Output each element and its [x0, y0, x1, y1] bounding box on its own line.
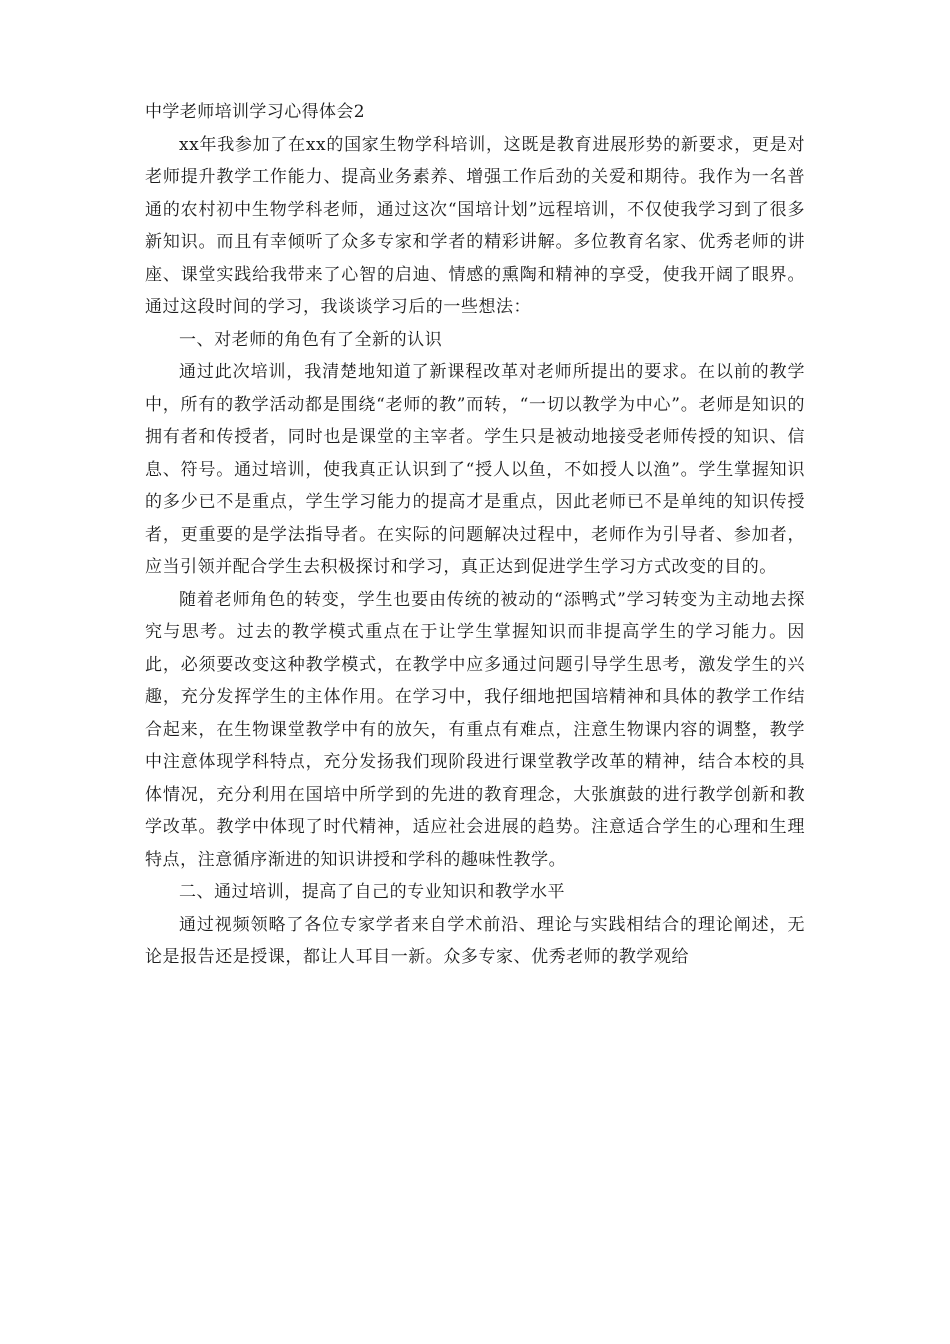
paragraph-intro: xx年我参加了在xx的国家生物学科培训，这既是教育进展形势的新要求，更是对老师提升教学工作能力、提高业务素养、增强工作后劲的关爱和期待。我作为一名普通的农村初中生物学科老师，通过这次“国培计划”远程培训，不仅使我学习到了很多新知识。而且有幸倾听了众多专家和学者的精彩讲解。多位教育名家、优秀老师的讲座、课堂实践给我带来了心智的启迪、情感的熏陶和精神的享受，使我开阔了眼界。通过这段时间的学习，我谈谈学习后的一些想法： [145, 134, 805, 317]
section-heading-1: 一、对老师的角色有了全新的认识 [179, 329, 443, 350]
paragraph-student-role: 随着老师角色的转变，学生也要由传统的被动的“添鸭式”学习转变为主动地去探究与思考。过去的教学模式重点在于让学生掌握知识而非提高学生的学习能力。因此，必须要改变这种教学模式，在教学中应多通过问题引导学生思考，激发学生的兴趣，充分发挥学生的主体作用。在学习中，我仔细地把国培精神和具体的教学工作结合起来，在生物课堂教学中有的放矢，有重点有难点，注意生物课内容的调整，教学中注意体现学科特点，充分发扬我们现阶段进行课堂教学改革的精神，结合本校的具体情况，充分利用在国培中所学到的先进的教育理念，大张旗鼓的进行教学创新和教学改革。教学中体现了时代精神，适应社会进展的趋势。注意适合学生的心理和生理特点，注意循序渐进的知识讲授和学科的趣味性教学。 [145, 589, 805, 870]
document-page [145, 90, 805, 974]
document-title: 中学老师培训学习心得体会2 [145, 102, 366, 122]
section-heading-2: 二、通过培训，提高了自己的专业知识和教学水平 [179, 882, 566, 902]
paragraph-expert-videos: 通过视频领略了各位专家学者来自学术前沿、理论与实践相结合的理论阐述，无论是报告还是授课，都让人耳目一新。众多专家、优秀老师的教学观给 [145, 914, 805, 967]
paragraph-teacher-role: 通过此次培训，我清楚地知道了新课程改革对老师所提出的要求。在以前的教学中，所有的教学活动都是围绕“老师的教”而转，“一切以教学为中心”。老师是知识的拥有者和传授者，同时也是课堂的主宰者。学生只是被动地接受老师传授的知识、信息、符号。通过培训，使我真正认识到了“授人以鱼，不如授人以渔”。学生掌握知识的多少已不是重点，学生学习能力的提高才是重点，因此老师已不是单纯的知识传授者，更重要的是学法指导者。在实际的问题解决过程中，老师作为引导者、参加者，应当引领并配合学生去积极探讨和学习，真正达到促进学生学习方式改变的目的。 [145, 362, 805, 577]
